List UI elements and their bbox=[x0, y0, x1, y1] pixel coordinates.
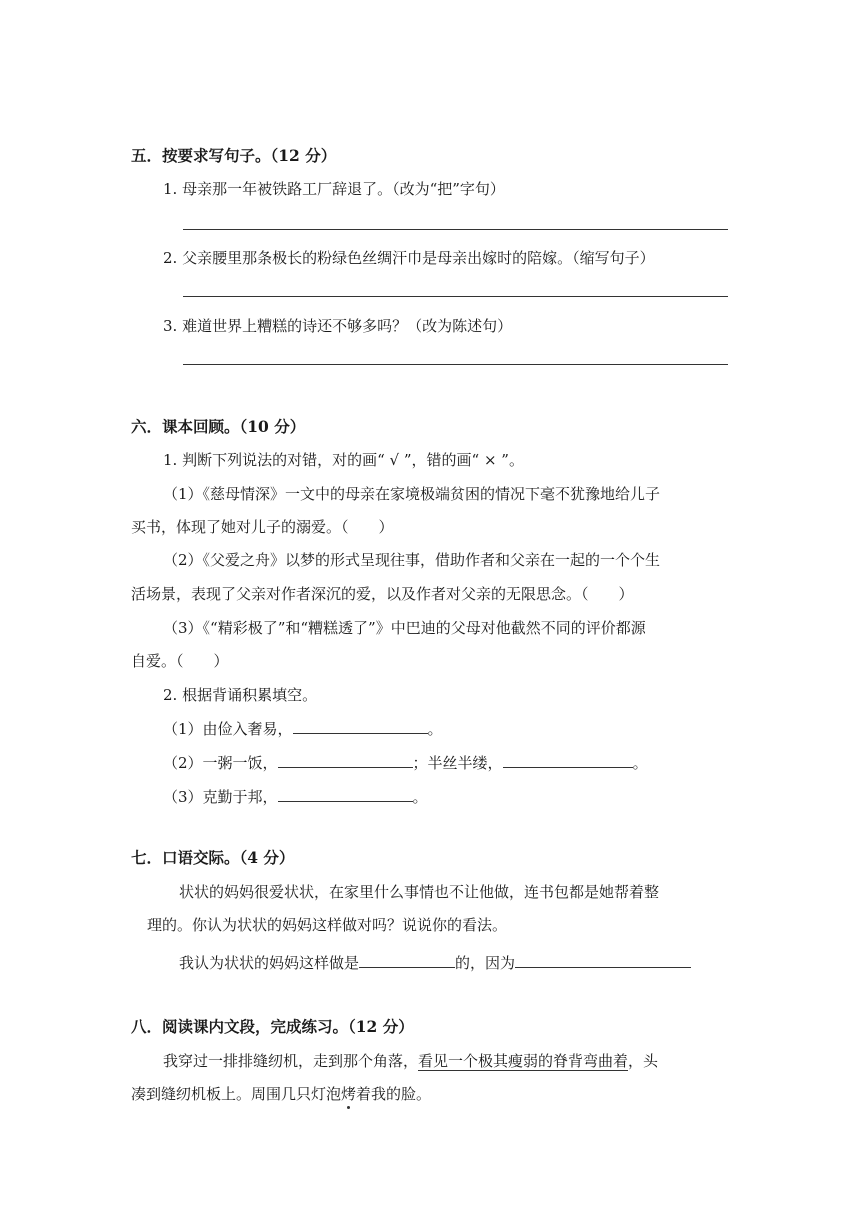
fill-blank-2[interactable] bbox=[278, 753, 413, 768]
fill-item-2 bbox=[163, 753, 648, 773]
section-6-question-2: 2. 根据背诵积累填空。 bbox=[163, 686, 318, 704]
section-7-answer-text: 我认为状状的妈妈这样做是 bbox=[179, 954, 360, 972]
passage-line-2-end: 着我的脸。 bbox=[356, 1085, 432, 1103]
judgement-item-3-line-1: （3）《“精彩极了”和“糟糕透了”》中巴迪的父母对他截然不同的评价都源 bbox=[163, 619, 646, 637]
section-7-paragraph-line-2: 理的。你认为状状的妈妈这样做对吗？说说你的看法。 bbox=[147, 916, 508, 934]
section-7-because-text: 的，因为 bbox=[455, 954, 516, 972]
section-5-question-2: 2. 父亲腰里那条极长的粉绿色丝绸汗巾是母亲出嫁时的陪嫁。（缩写句子） bbox=[163, 249, 655, 267]
fill-item-2-mid: ；半丝半缕， bbox=[412, 754, 503, 772]
fill-item-3-end: 。 bbox=[412, 788, 428, 806]
section-5-question-3: 3. 难道世界上糟糕的诗还不够多吗？（改为陈述句） bbox=[163, 317, 513, 335]
fill-blank-3[interactable] bbox=[503, 753, 633, 768]
fill-blank-4[interactable] bbox=[278, 787, 413, 802]
fill-item-1 bbox=[163, 719, 443, 739]
opinion-blank[interactable] bbox=[359, 953, 455, 968]
passage-line-2-start: 凑到缝纫机板上。周围几只灯泡 bbox=[131, 1085, 342, 1103]
answer-line-5-1[interactable] bbox=[183, 229, 728, 230]
passage-line-1 bbox=[163, 1051, 658, 1071]
section-7-paragraph-line-1: 状状的妈妈很爱状状，在家里什么事情也不让他做，连书包都是她帮着整 bbox=[179, 883, 660, 901]
underlined-phrase: 看见一个极其瘦弱的脊背弯曲着 bbox=[418, 1052, 629, 1070]
fill-item-1-text: （1）由俭入奢易， bbox=[163, 720, 293, 738]
section-6-question-1: 1. 判断下列说法的对错，对的画“ √ ”，错的画“ × ”。 bbox=[163, 451, 524, 469]
fill-item-2-text: （2）一粥一饭， bbox=[163, 754, 278, 772]
section-5-title: 五．按要求写句子。（12 分） bbox=[131, 146, 337, 165]
fill-item-1-end: 。 bbox=[427, 720, 443, 738]
section-7-answer-line bbox=[179, 953, 691, 973]
answer-line-5-2[interactable] bbox=[183, 296, 728, 297]
answer-line-5-3[interactable] bbox=[183, 364, 728, 365]
passage-line-2 bbox=[131, 1084, 431, 1104]
judgement-item-2-line-1: （2）《父爱之舟》以梦的形式呈现往事，借助作者和父亲在一起的一个个生 bbox=[163, 551, 661, 569]
fill-item-2-end: 。 bbox=[632, 754, 648, 772]
passage-line-1-start: 我穿过一排排缝纫机，走到那个角落， bbox=[163, 1052, 419, 1070]
reason-blank[interactable] bbox=[515, 953, 691, 968]
dotted-character: 烤 bbox=[341, 1085, 357, 1103]
judgement-item-2-line-2[interactable]: 活场景，表现了父亲对作者深沉的爱，以及作者对父亲的无限思念。（ ） bbox=[131, 585, 634, 603]
fill-item-3-text: （3）克勤于邦， bbox=[163, 788, 278, 806]
passage-line-1-end: ，头 bbox=[628, 1052, 659, 1070]
fill-item-3 bbox=[163, 787, 428, 807]
section-6-title: 六．课本回顾。（10 分） bbox=[131, 417, 306, 436]
judgement-item-1-line-2[interactable]: 买书，体现了她对儿子的溺爱。（ ） bbox=[131, 518, 394, 536]
section-5-question-1: 1. 母亲那一年被铁路工厂辞退了。（改为“把”字句） bbox=[163, 180, 505, 198]
judgement-item-3-line-2[interactable]: 自爱。（ ） bbox=[131, 652, 229, 670]
section-8-title: 八．阅读课内文段，完成练习。（12 分） bbox=[131, 1017, 414, 1036]
section-7-title: 七．口语交际。（4 分） bbox=[131, 848, 295, 867]
fill-blank-1[interactable] bbox=[293, 719, 428, 734]
judgement-item-1-line-1: （1）《慈母情深》一文中的母亲在家境极端贫困的情况下毫不犹豫地给儿子 bbox=[163, 485, 661, 503]
